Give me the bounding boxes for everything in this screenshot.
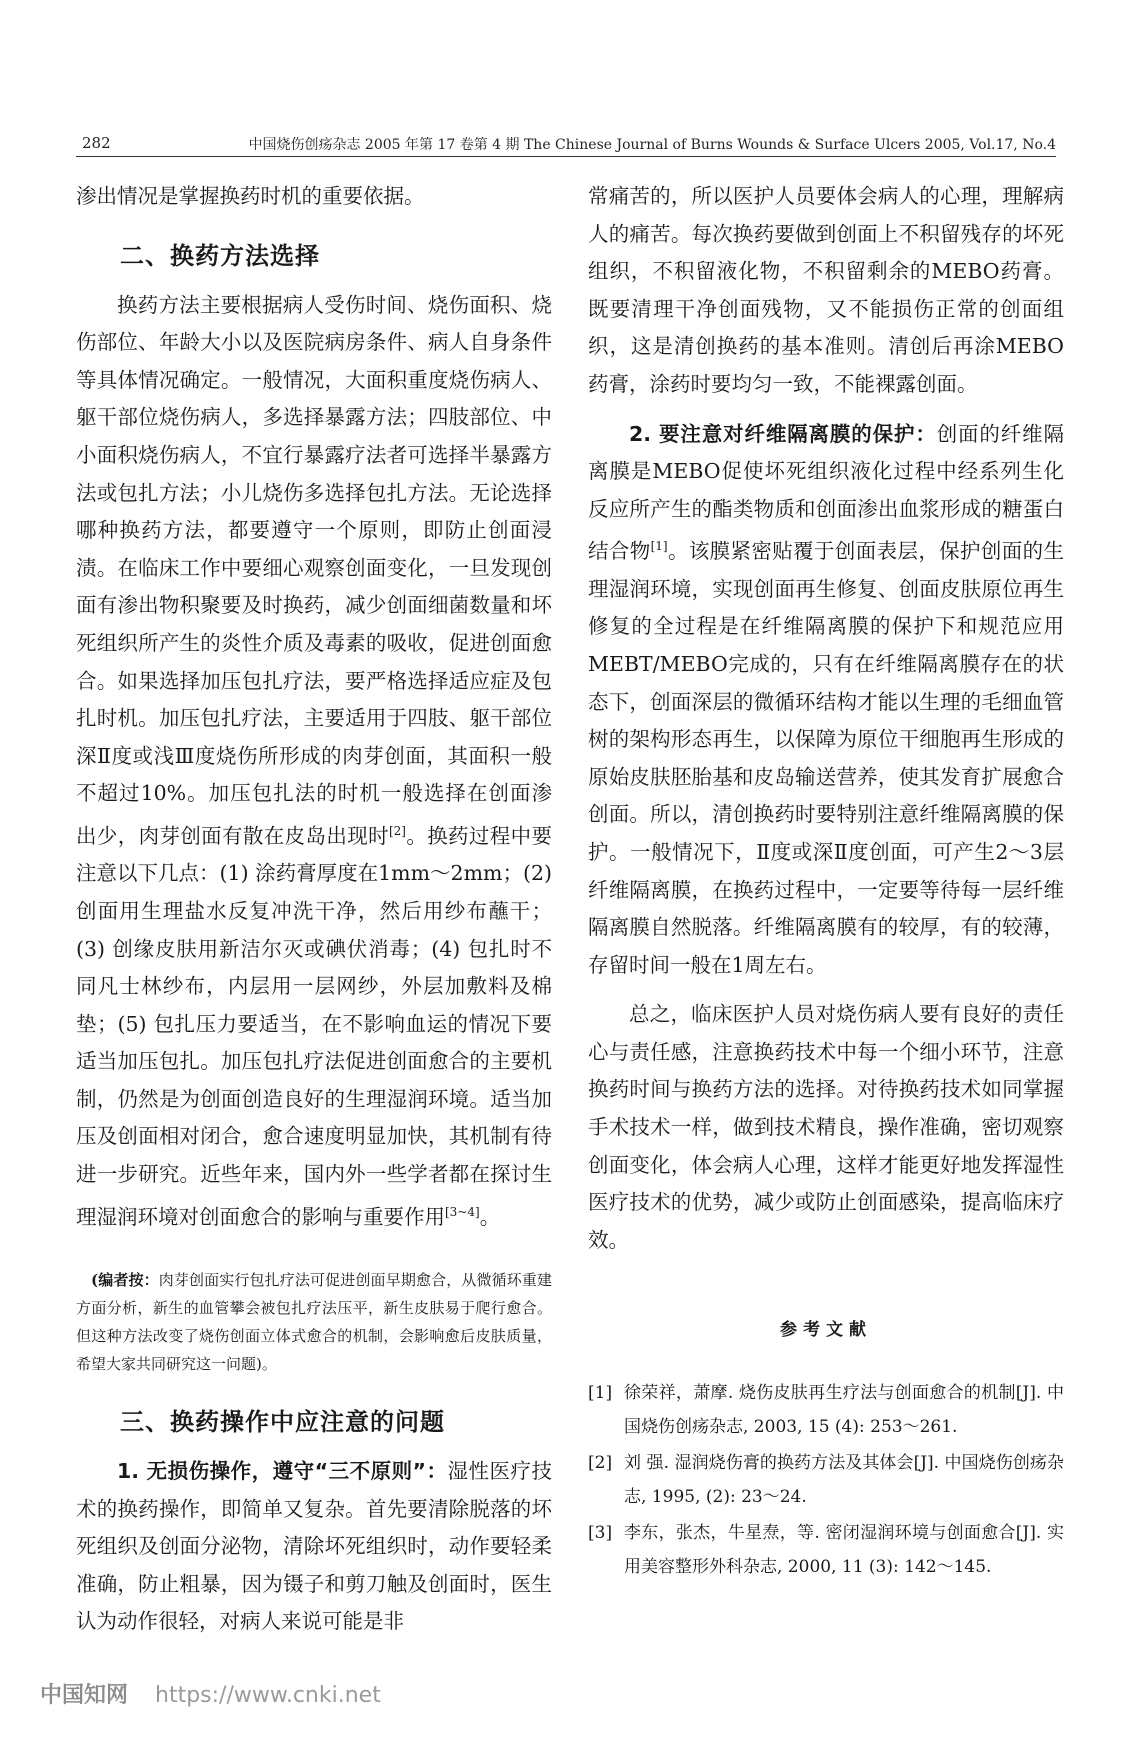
reference-text: 徐荣祥，萧摩. 烧伤皮肤再生疗法与创面愈合的机制[J]. 中国烧伤创疡杂志, 2003, 15 (4): 253～261. (624, 1383, 1064, 1438)
paragraph-principle-text: 湿性医疗技术的换药操作，即简单又复杂。首先要清除脱落的坏死组织及创面分泌物，清除坏死组织时，动作要轻柔准确，防止粗暴，因为镊子和剪刀触及创面时，医生认为动作很轻，对病人来说可能是非 (76, 1459, 553, 1634)
cnki-logo: 中国知网 (40, 1683, 129, 1708)
reference-item (588, 1516, 1064, 1584)
paragraph-methods-text-2: 。换药过程中要注意以下几点：(1) 涂药膏厚度在1mm～2mm；(2) 创面用生理盐水反复冲洗干净，然后用纱布蘸干；(3) 创缘皮肤用新洁尔灭或碘伏消毒；(4) 包扎时不同凡士林纱布，内层用一层网纱，外层加敷料及棉垫；(5) 包扎压力要适当，在不影响血运的情况下要适当加压包扎。加压包扎疗法促进创面愈合的主要机制，仍然是为创面创造良好的生理湿润环境。适当加压及创面相对闭合，愈合速度明显加快，其机制有待进一步研究。近些年来，国内外一些学者都在探讨生理湿润环境对创面愈合的影响与重要作用 (76, 823, 553, 1229)
paragraph-methods (76, 287, 552, 1237)
journal-citation: 中国烧伤创疡杂志 2005 年第 17 卷第 4 期 The Chinese Journal of Burns Wounds & Surface Ulcers 2005, Vol.17, No.4 (248, 137, 1056, 153)
citation: [2] (388, 823, 406, 838)
references-heading: 参考文献 (780, 1320, 872, 1341)
paragraph-methods-text: 换药方法主要根据病人受伤时间、烧伤面积、烧伤部位、年龄大小以及医院病房条件、病人自身条件等具体情况确定。一般情况，大面积重度烧伤病人、躯干部位烧伤病人，多选择暴露方法；四肢部位、中小面积烧伤病人，不宜行暴露疗法者可选择半暴露方法或包扎方法；小儿烧伤多选择包扎方法。无论选择哪种换药方法，都要遵守一个原则，即防止创面浸渍。在临床工作中要细心观察创面变化，一旦发现创面有渗出物积聚要及时换药，减少创面细菌数量和坏死组织所产生的炎性介质及毒素的吸收，促进创面愈合。如果选择加压包扎疗法，要严格选择适应症及包扎时机。加压包扎疗法，主要适用于四肢、躯干部位深Ⅱ度或浅Ⅲ度烧伤所形成的肉芽创面，其面积一般不超过10%。加压包扎法的时机一般选择在创面渗出少，肉芽创面有散在皮岛出现时 (76, 292, 552, 848)
reference-number: [3] (588, 1523, 613, 1544)
paragraph-end: 。 (479, 1204, 501, 1229)
reference-number: [2] (588, 1453, 613, 1474)
paragraph-continued: 渗出情况是掌握换药时机的重要依据。 (76, 184, 425, 208)
reference-text: 李东，张杰，牛星焘，等. 密闭湿润环境与创面愈合[J]. 实用美容整形外科杂志, 2000, 11 (3): 142～145. (624, 1523, 1064, 1578)
section-heading-methods: 二、换药方法选择 (120, 241, 320, 270)
running-header (76, 130, 1056, 157)
editor-note (76, 1266, 552, 1378)
paragraph-principle-continued: 常痛苦的，所以医护人员要体会病人的心理，理解病人的痛苦。每次换药要做到创面上不积留残存的坏死组织，不积留液化物，不积留剩余的MEBO药膏。既要清理干净创面残物，又不能损伤正常的创面组织，这是清创换药的基本准则。清创后再涂MEBO药膏，涂药时要均匀一致，不能裸露创面。 (588, 184, 1064, 396)
citation: [1] (650, 539, 668, 554)
reference-number: [1] (588, 1383, 613, 1404)
watermark-footer (40, 1678, 640, 1718)
subheading-principle: 1. 无损伤操作，遵守“三不原则”： (117, 1459, 448, 1484)
reference-item (588, 1446, 1064, 1514)
section-heading-notes: 三、换药操作中应注意的问题 (120, 1408, 445, 1437)
reference-text: 刘 强. 湿润烧伤膏的换药方法及其体会[J]. 中国烧伤创疡杂志, 1995, (2): 23～24. (624, 1453, 1064, 1508)
reference-list (588, 1376, 1064, 1584)
editor-note-text: 肉芽创面实行包扎疗法可促进创面早期愈合，从微循环重建方面分析，新生的血管攀会被包扎疗法压平，新生皮肤易于爬行愈合。但这种方法改变了烧伤创面立体式愈合的机制，会影响愈后皮肤质量，希望大家共同研究这一问题)。 (76, 1271, 552, 1374)
paragraph-membrane-text-2: 。该膜紧密贴覆于创面表层，保护创面的生理湿润环境，实现创面再生修复、创面皮肤原位再生修复的全过程是在纤维隔离膜的保护下和规范应用MEBT/MEBO完成的，只有在纤维隔离膜存在的状态下，创面深层的微循环结构才能以生理的毛细血管树的架构形态再生，以保障为原位干细胞再生形成的原始皮肤胚胎基和皮岛输送营养，使其发育扩展愈合创面。所以，清创换药时要特别注意纤维隔离膜的保护。一般情况下，Ⅱ度或深Ⅱ度创面，可产生2～3层纤维隔离膜，在换药过程中，一定要等待每一层纤维隔离膜自然脱落。纤维隔离膜有的较厚，有的较薄，存留时间一般在1周左右。 (588, 539, 1065, 977)
paragraph-summary: 总之，临床医护人员对烧伤病人要有良好的责任心与责任感，注意换药技术中每一个细小环节，注意换药时间与换药方法的选择。对待换药技术如同掌握手术技术一样，做到技术精良，操作准确，密切观察创面变化，体会病人心理，这样才能更好地发挥湿性医疗技术的优势，减少或防止创面感染，提高临床疗效。 (588, 1002, 1064, 1252)
paragraph-membrane-text: 创面的纤维隔离膜是MEBO促使坏死组织液化过程中经系列生化反应所产生的酯类物质和创面渗出血浆形成的糖蛋白结合物 (588, 421, 1064, 564)
reference-item (588, 1376, 1064, 1444)
page-number: 282 (82, 134, 111, 152)
editor-note-label: (编者按： (91, 1271, 159, 1290)
paragraph-principle (76, 1453, 552, 1641)
left-column (76, 178, 552, 1641)
paragraph-membrane (588, 416, 1064, 985)
cnki-url[interactable]: https://www.cnki.net (155, 1683, 381, 1708)
subheading-membrane: 2. 要注意对纤维隔离膜的保护： (629, 421, 937, 446)
right-column (588, 178, 1064, 1586)
citation: [3~4] (445, 1204, 480, 1219)
